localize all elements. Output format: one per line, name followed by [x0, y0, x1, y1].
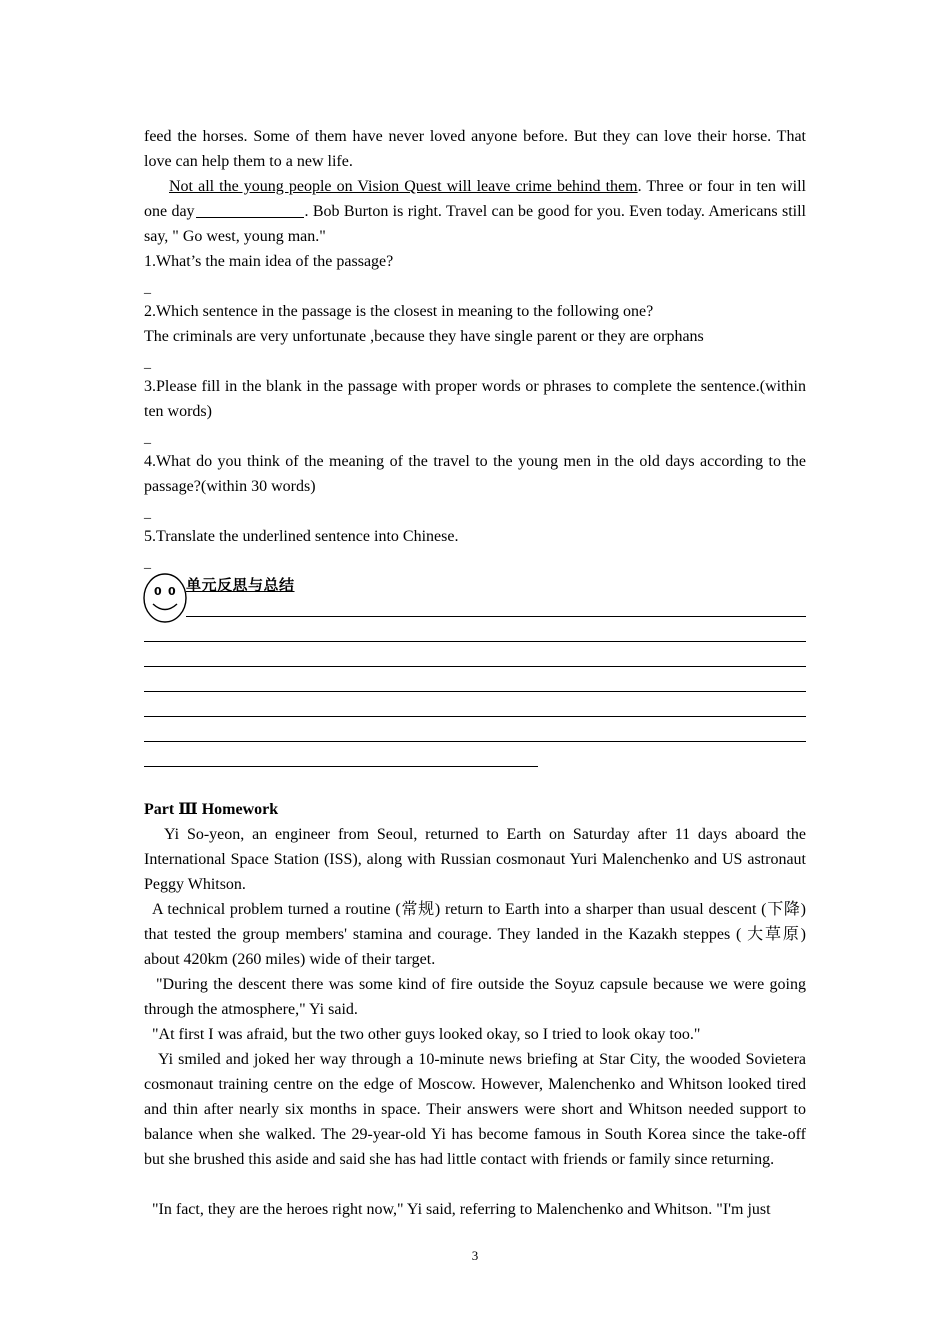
passage-text-after-blank: . Bob Burton is right. Travel can be good for you. Even today. Americans still say, " Go west, young man." [144, 203, 806, 245]
question-2: 2.Which sentence in the passage is the closest in meaning to the following one? [144, 303, 654, 320]
homework-paragraph-5: Yi smiled and joked her way through a 10-minute news briefing at Star City, the wooded Sovietera cosmonaut training centre on the edge of Moscow. However, Malenchenko and Whitson looked tired and thin after nearly six months in space. Their answers were short and Whitson needed support to balance when she walked. The 29-year-old Yi has become famous in South Korea since the take-off but she brushed this aside and said she has had little contact with friends or family since returning. [144, 1051, 806, 1168]
svg-text:0: 0 [154, 585, 162, 598]
underlined-sentence: Not all the young people on Vision Quest will leave crime behind them [169, 178, 638, 195]
passage-text-before-blank: . Three or four in ten will one day [144, 178, 806, 220]
answer-mark-4: _ [144, 506, 151, 521]
answer-mark-2: _ [144, 356, 151, 371]
writing-line-3[interactable] [144, 666, 806, 667]
reflection-title: 单元反思与总结 [186, 576, 295, 594]
homework-paragraph-4: "At first I was afraid, but the two other guys looked okay, so I tried to look okay too." [152, 1026, 701, 1043]
fill-in-blank[interactable] [196, 199, 304, 218]
question-4: 4.What do you think of the meaning of the travel to the young men in the old days according to the passage?(within 30 words) [144, 453, 806, 495]
smiley-face-icon [143, 573, 187, 623]
question-1: 1.What’s the main idea of the passage? [144, 253, 394, 270]
question-2-sentence: The criminals are very unfortunate ,because they have single parent or they are orphans [144, 328, 704, 345]
answer-mark-3: _ [144, 431, 151, 446]
writing-line-1[interactable] [186, 616, 806, 617]
question-5: 5.Translate the underlined sentence into Chinese. [144, 528, 459, 545]
passage-paragraph-1: feed the horses. Some of them have never loved anyone before. But they can love their horse. That love can help them to a new life. [144, 128, 806, 170]
writing-line-7[interactable] [144, 766, 538, 767]
answer-mark-1: _ [144, 281, 151, 296]
page-number: 3 [471, 1248, 479, 1263]
svg-text:0: 0 [168, 585, 176, 598]
passage-paragraph-2 [144, 174, 806, 249]
writing-line-6[interactable] [144, 741, 806, 742]
answer-mark-5: _ [144, 556, 151, 571]
writing-line-4[interactable] [144, 691, 806, 692]
writing-line-5[interactable] [144, 716, 806, 717]
homework-paragraph-1: Yi So-yeon, an engineer from Seoul, returned to Earth on Saturday after 11 days aboard the International Space Station (ISS), along with Russian cosmonaut Yuri Malenchenko and US astronaut Peggy Whitson. [144, 826, 806, 893]
homework-paragraph-6: "In fact, they are the heroes right now," Yi said, referring to Malenchenko and Whitson. "I'm just [152, 1201, 771, 1218]
homework-heading: Part Ⅲ Homework [144, 801, 279, 818]
question-3: 3.Please fill in the blank in the passage with proper words or phrases to complete the sentence.(within ten words) [144, 378, 806, 420]
homework-paragraph-2: A technical problem turned a routine (常规) return to Earth into a sharper than usual descent (下降) that tested the group members' stamina and courage. They landed in the Kazakh steppes ( 大草原) about 420km (260 miles) wide of their target. [144, 901, 806, 968]
writing-line-2[interactable] [144, 641, 806, 642]
homework-paragraph-3: "During the descent there was some kind of fire outside the Soyuz capsule because we were going through the atmosphere," Yi said. [144, 976, 806, 1018]
